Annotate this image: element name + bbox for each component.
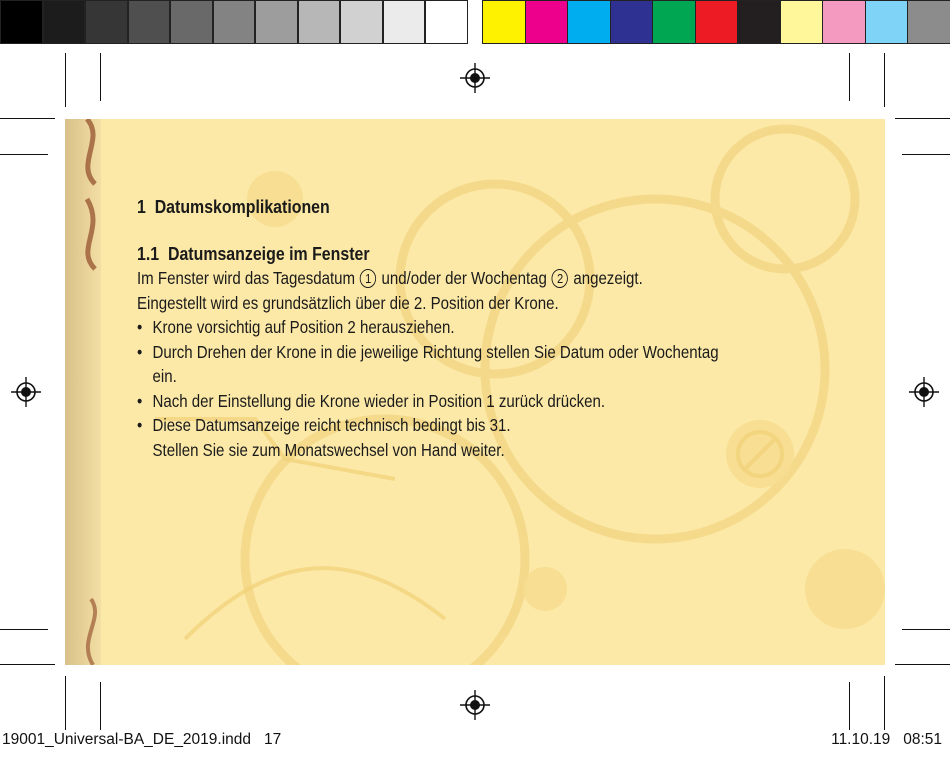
gray-swatch: [213, 0, 256, 44]
grayscale-calibration-bar: [0, 0, 468, 46]
trim-mark: [0, 154, 48, 155]
color-swatch: [652, 0, 695, 44]
callout-marker-2: 2: [552, 269, 568, 288]
callout-marker-1: 1: [360, 269, 376, 288]
slug-file-info: 19001_Universal-BA_DE_2019.indd 17: [2, 731, 282, 748]
trim-mark: [849, 682, 850, 730]
list-item-continuation: Stellen Sie sie zum Monatswechsel von Hand weiter.: [152, 439, 505, 460]
trim-mark: [849, 53, 850, 101]
registration-mark-icon: [909, 377, 939, 407]
color-swatch: [610, 0, 653, 44]
color-swatch: [737, 0, 780, 44]
intro-paragraph: Im Fenster wird das Tagesdatum 1 und/oder der Wochentag 2 angezeigt. Eingestellt wird es grundsätzlich über die 2. Position der Krone.: [137, 268, 643, 313]
trim-mark: [902, 629, 950, 630]
color-swatch: [822, 0, 865, 44]
color-swatch: [865, 0, 908, 44]
color-swatch: [695, 0, 738, 44]
color-calibration-bar: [482, 0, 950, 46]
trim-mark: [0, 118, 55, 119]
color-swatch: [780, 0, 823, 44]
list-item: • Diese Datumsanzeige reicht technisch bedingt bis 31. Stellen Sie sie zum Monatswechsel von Hand weiter.: [137, 413, 739, 462]
gray-swatch: [383, 0, 426, 44]
gray-swatch: [340, 0, 383, 44]
trim-mark: [895, 118, 950, 119]
gray-swatch: [170, 0, 213, 44]
gray-swatch: [425, 0, 468, 44]
color-swatch: [482, 0, 525, 44]
registration-mark-icon: [460, 63, 490, 93]
trim-mark: [884, 53, 885, 107]
instruction-list: [137, 315, 739, 462]
chapter-heading: 1 Datumskomplikationen: [137, 196, 330, 217]
gray-swatch: [43, 0, 86, 44]
list-item: • Nach der Einstellung die Krone wieder in Position 1 zurück drücken.: [137, 389, 739, 414]
registration-mark-icon: [11, 377, 41, 407]
gray-swatch: [128, 0, 171, 44]
slug-date-time: 11.10.19 08:51: [831, 731, 942, 748]
trim-mark: [100, 53, 101, 101]
registration-mark-icon: [460, 690, 490, 720]
color-swatch: [567, 0, 610, 44]
trim-mark: [902, 154, 950, 155]
document-body: [137, 195, 739, 462]
trim-mark: [884, 676, 885, 730]
trim-mark: [100, 682, 101, 730]
section-heading: 1.1 Datumsanzeige im Fenster: [137, 242, 370, 264]
trim-mark: [65, 53, 66, 107]
list-item: • Durch Drehen der Krone in die jeweilige Richtung stellen Sie Datum oder Wochentag ein.: [137, 340, 739, 389]
gray-swatch: [255, 0, 298, 44]
trim-mark: [65, 676, 66, 730]
trim-mark: [0, 629, 48, 630]
page-panel: [65, 119, 885, 665]
trim-mark: [895, 664, 950, 665]
list-item: • Krone vorsichtig auf Position 2 herausziehen.: [137, 315, 739, 340]
trim-mark: [0, 664, 55, 665]
gray-swatch: [298, 0, 341, 44]
color-swatch: [907, 0, 950, 44]
color-swatch: [525, 0, 568, 44]
gray-swatch: [0, 0, 43, 44]
gray-swatch: [85, 0, 128, 44]
